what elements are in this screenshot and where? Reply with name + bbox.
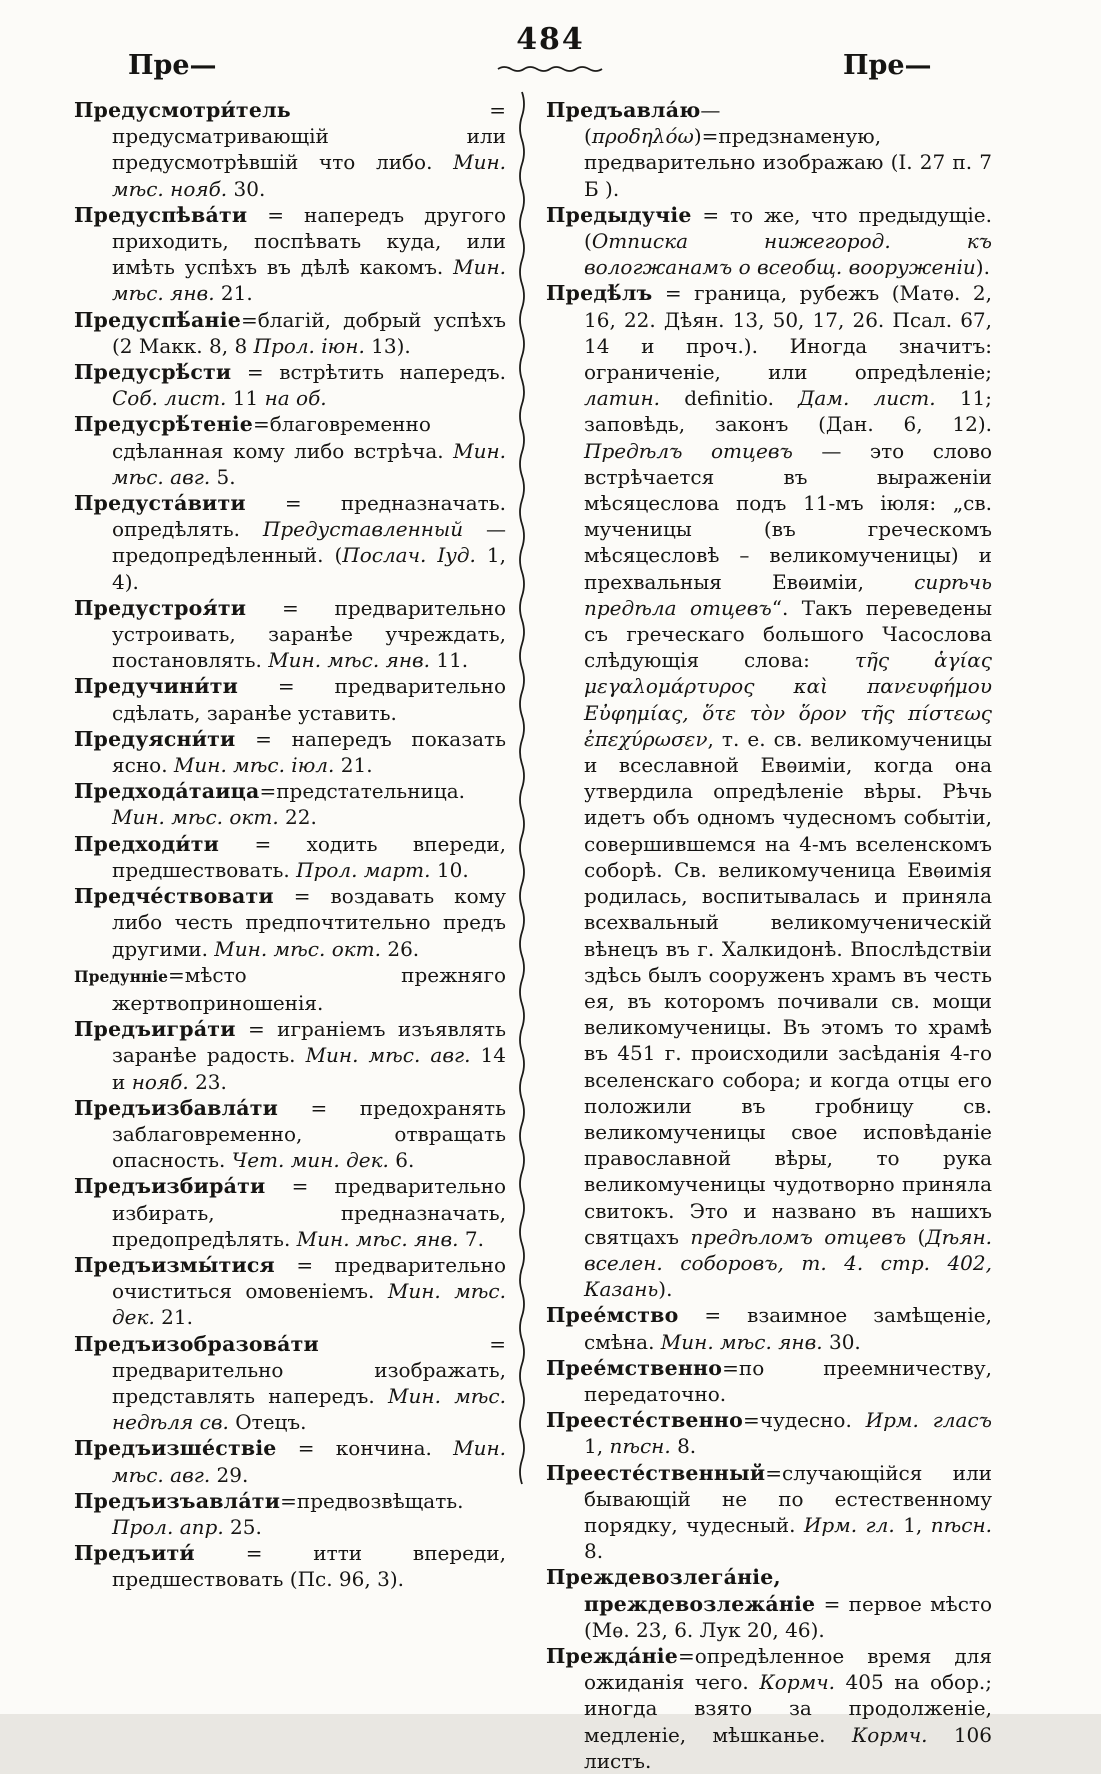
dictionary-entry [74,307,506,359]
entry-text: —( [584,98,721,149]
entry-text: 11; заповѣдь, законъ (Дан. 6, 12). [584,386,993,437]
entry-headword: Предучини́ти [74,674,239,699]
column-header-left: Пре— [128,50,217,81]
entry-headword: Предъавла́ю [546,98,701,122]
entry-text: Кормч. [759,1670,836,1695]
entry-text: Ирм. гл. [803,1512,895,1537]
entry-text: Чет. мин. дек. [231,1148,389,1173]
entry-text: = кончина. [276,1436,454,1461]
entry-text: 10. [430,857,469,882]
entry-headword: Предходи́ти [74,831,220,856]
page-number: 484 [516,22,585,57]
entry-text: — это слово встрѣчается въ выраженіи мѣсяцеслова подъ 11-мъ іюля: „св. мученицы (въ греческомъ мѣсяцесловѣ – великомученицы) и прехвальныя Евѳиміи, [584,438,992,594]
entry-headword: Предуспѣ́аніе [74,307,241,332]
entry-text: Мин. мѣс. авг. [112,1436,506,1487]
entry-text: сирѣчь предѣла отцевъ [584,569,992,620]
entry-text: Мин. мѣс. недѣля св. [112,1383,506,1435]
dictionary-entry [74,1173,506,1252]
dictionary-entry [74,1540,506,1592]
dictionary-entry [74,1016,506,1095]
text-columns [74,97,992,1774]
dictionary-entry [74,490,506,595]
entry-text: =опредѣленное время для ожиданія чего. [584,1643,992,1695]
entry-text: 30. [822,1329,861,1354]
entry-text: Мин. мѣс. янв. [660,1329,823,1354]
entry-text: Мин. мѣс. окт. [112,805,279,830]
entry-headword: Предыдучіе [546,202,692,227]
entry-text: = предохранять заблаговременно, отвращать опасность. [112,1095,506,1173]
entry-greek-text: τῆς ἁγίας μεγαλομάρτυρος καὶ πανευφήμου Εὐφημίας, ὅτε τὸν ὅρον τῆς πίστεως ἐπεχύρωσεν [584,648,992,751]
entry-text: Мин. мѣс. авг. [305,1043,471,1068]
entry-text: Мин. мѣс. янв. [296,1226,459,1251]
dictionary-entry [546,1564,992,1643]
entry-headword: Предѣ́лъ [546,281,653,306]
entry-text: 8. [584,1539,604,1564]
entry-text: Мин. мѣс. янв. [268,648,430,673]
entry-text: 14 и [112,1043,506,1094]
entry-text: =благій, добрый успѣхъ (2 Макк. 8, 8 [112,307,506,358]
entry-text: = предварительно устроивать, заранѣе учреждать, постановлять. [112,595,506,673]
entry-text: 23. [188,1069,227,1094]
entry-text: 405 на обор.; иногда взято за продолженіе, медленіе, мѣшканье. [584,1670,992,1747]
dictionary-entry [74,778,506,830]
left-column [74,97,506,1774]
entry-headword: Предъизобразова́ти [74,1331,319,1356]
entry-text: 106 листъ. [584,1722,993,1773]
entry-headword: Предустроя́ти [74,595,247,620]
entry-headword: Предъизмы́тися [74,1252,275,1277]
entry-text: 5. [210,464,236,489]
entry-headword: Предче́ствовати [74,884,274,909]
dictionary-entry [546,280,992,1302]
entry-text: 29. [210,1462,249,1487]
dictionary-entry [546,1643,992,1774]
dictionary-entry [74,202,506,307]
entry-text: = предварительно сдѣлать, заранѣе уставить. [112,674,506,725]
entry-text: , т. е. св. великомученицы и всеславной Евѳиміи, когда она утвердила опредѣленіе вѣры. Рѣчь идетъ объ одномъ чудесномъ событіи, совершившемся на 4-мъ вселенскомъ соборѣ. Св. великомученица Евѳимія родилась, воспитывалась и приняла всехвальный великомученическій вѣнецъ въ г. Халкидонѣ. Впослѣдствіи здѣсь былъ сооруженъ храмъ въ честь ея, въ которомъ почивали св. мощи великомученицы. Въ этомъ то храмѣ въ 451 г. происходили засѣданія 4-го вселенскаго собора; и когда отцы его положили въ гробницу св. великомученицы свое исповѣданіе православной вѣры, то рука великомученицы чудотворно приняла свитокъ. Это и названо въ нашихъ святцахъ [584,726,992,1249]
entry-text: —предопредѣленный. ( [112,517,507,568]
dictionary-entry [546,97,992,202]
entry-headword: Предусмотри́тель [74,98,291,122]
entry-text: = встрѣтить напередъ. [231,360,506,385]
entry-headword: Прежда́ніе [546,1643,679,1668]
dictionary-entry [74,831,506,883]
entry-text: 1, [584,1434,610,1459]
entry-text: Кормч. [851,1722,928,1747]
entry-text: 11. [430,648,469,673]
wavy-rule-under-page-number [496,64,606,74]
entry-text: Отецъ. [228,1410,307,1435]
entry-headword: Предуспѣва́ти [74,202,248,227]
entry-headword: Предъизбавла́ти [74,1095,279,1120]
entry-text: =предвозвѣщать. [280,1488,464,1513]
entry-text: пѣсн. [609,1434,671,1459]
entry-headword: Предусрѣ́сти [74,360,232,385]
entry-headword: Предъизше́ствіе [74,1436,277,1461]
entry-text: 26. [381,936,420,961]
entry-text: 6. [388,1148,415,1173]
entry-headword: Предуясни́ти [74,726,236,751]
dictionary-entry [546,1460,992,1565]
entry-text: 21. [334,753,373,778]
entry-text: Послач. Іуд. [342,543,476,568]
dictionary-entry [74,595,506,674]
entry-text: = играніемъ изъявлять заранѣе радость. [112,1017,506,1068]
entry-text: Мин. мѣс. авг. [112,438,506,489]
entry-text: = граница, рубежъ (Матѳ. 2, 16, 22. Дѣян. 13, 50, 17, 26. Псал. 67, 14 и проч.). Иногда значитъ: ограниченіе, или опредѣленіе; [584,281,992,385]
dictionary-entry [74,1331,506,1436]
entry-text: 11 [226,386,265,411]
dictionary-entry [74,359,506,411]
entry-text: Дам. лист. [798,386,936,411]
entry-text: Мин. мѣс. дек. [112,1279,506,1330]
entry-headword: Предунніе [74,966,169,986]
entry-text: Мин. мѣс. окт. [214,936,381,961]
entry-text: = ходить впереди, предшествовать. [112,831,506,882]
dictionary-entry [74,962,506,1016]
entry-text: 25. [223,1514,262,1539]
entry-text: Предѣлъ отцевъ [584,438,793,463]
entry-headword: Предъити́ [74,1541,195,1566]
entry-text: = первое мѣсто (Мѳ. 23, 6. Лук 20, 46). [584,1591,992,1642]
entry-text: Прол. апр. [112,1514,224,1539]
entry-text: 21. [214,281,253,306]
entry-text: = напередъ другого приходить, поспѣвать куда, или имѣть успѣхъ въ дѣлѣ какомъ. [112,202,506,280]
entry-text: ). [658,1277,673,1302]
entry-headword: Преждевозлега́ніе, преждевозлежа́ніе [546,1565,816,1616]
entry-text: 21. [154,1305,193,1330]
entry-text: Мин. мѣс. янв. [112,255,506,306]
dictionary-entry [74,1095,506,1174]
dictionary-entry [546,1302,992,1354]
entry-text: Прол. іюн. [253,333,365,358]
entry-text: Мин. мѣс. нояб. [112,150,506,201]
dictionary-entry [546,202,992,281]
column-header-right: Пре— [843,50,932,81]
entry-headword: Преесте́ственный [546,1460,766,1485]
entry-headword: Предусрѣ́теніе [74,412,253,437]
entry-headword: Предуста́вити [74,491,246,516]
entry-text: Ирм. гласъ [865,1408,992,1433]
entry-text: Отписка нижегород. къ вологжанамъ о всеобщ. вооруженіи [584,229,992,280]
entry-headword: Предъизбира́ти [74,1174,266,1199]
entry-text: = предусматривающій или предусмотрѣвшій что либо. [112,98,506,175]
dictionary-entry [74,673,506,725]
dictionary-entry [74,1252,506,1331]
right-column [546,97,992,1774]
dictionary-entry [74,1435,506,1487]
entry-text: Мин. мѣс. іюл. [173,753,335,778]
entry-text: = предварительно избирать, предназначать, предопредѣлять. [112,1174,506,1251]
entry-text: =предстательница. [259,779,465,804]
entry-headword: Предхода́таица [74,779,260,804]
entry-text: =мѣсто прежняго жертвоприношенія. [112,962,506,1015]
dictionary-entry [74,726,506,778]
entry-text: Прол. март. [296,857,431,882]
dictionary-entry [74,97,506,202]
entry-text: 8. [670,1434,697,1459]
entry-text: =благовременно сдѣланная кому либо встрѣча. [112,412,454,463]
entry-text: )=предзнаменую, предварительно изображаю (І. 27 п. 7 Б ). [584,124,992,201]
entry-text: нояб. [131,1069,189,1094]
entry-text: Предуставленный [262,517,464,542]
entry-text: =случающійся или бывающій не по естественному порядку, чудесный. [584,1460,992,1537]
entry-text: латин. [584,386,661,411]
dictionary-entry [546,1407,992,1459]
entry-text: =чудесно. [742,1408,866,1433]
entry-text: пѣсн. [930,1512,992,1537]
entry-text: ). [975,255,990,280]
entry-headword: Прее́мство [546,1303,679,1328]
entry-text: = предварительно очиститься омовеніемъ. [112,1252,506,1304]
entry-text: Дѣян. вселен. соборовъ, т. 4. стр. 402, Казань [584,1224,992,1302]
entry-text: 1, [894,1512,931,1537]
entry-text: = воздавать кому либо честь предпочтительно предъ другими. [112,884,506,961]
entry-text: 1, 4). [112,543,506,594]
entry-text: на об. [264,386,327,411]
dictionary-entry [74,883,506,962]
entry-text: = предназначать. опредѣлять. [112,491,506,542]
entry-text: = итти впереди, предшествовать (Пс. 96, 3). [112,1541,506,1592]
entry-text: definitio. [660,386,799,411]
entry-text: = предварительно изображать, представлять напередъ. [112,1331,506,1408]
entry-text: 13). [364,333,411,358]
entry-text: = взаимное замѣщеніе, смѣна. [584,1303,992,1354]
entry-text: = то же, что предыдущіе. ( [584,202,992,254]
entry-text: предѣломъ отцевъ [690,1224,907,1249]
entry-text: 7. [458,1226,484,1251]
entry-text: ( [906,1224,926,1249]
entry-headword: Преесте́ственно [546,1408,743,1433]
dictionary-entry [546,1355,992,1407]
dictionary-entry [74,411,506,490]
entry-text: 22. [278,805,317,830]
entry-text: = напередъ показать ясно. [112,726,506,778]
entry-headword: Прее́мственно [546,1355,723,1380]
dictionary-entry [74,1488,506,1540]
entry-headword: Предъизъавла́ти [74,1488,281,1513]
entry-text: Соб. лист. [112,386,227,411]
entry-greek-text: προδηλόω [591,124,694,149]
entry-headword: Предъигра́ти [74,1017,236,1042]
entry-text: 30. [227,176,266,201]
entry-text: =по преемничеству, передаточно. [584,1355,992,1406]
entry-text: “. Такъ переведены съ греческаго большого Часослова слѣдующія слова: [584,595,992,673]
